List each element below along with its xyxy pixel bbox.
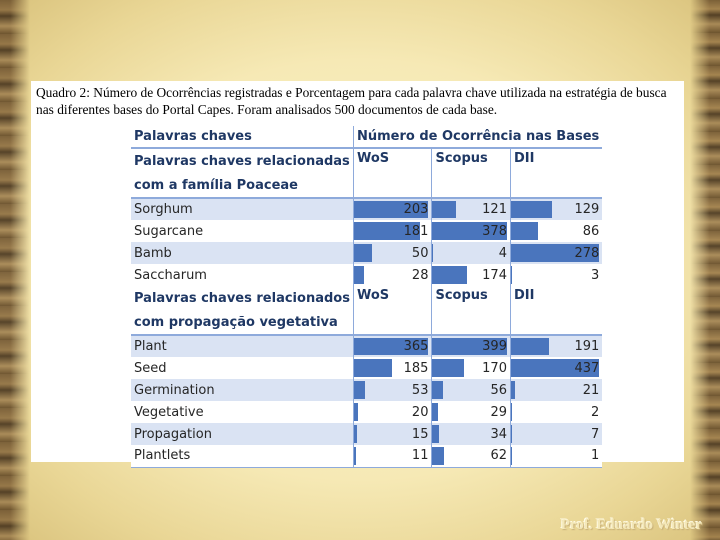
scopus-cell: [432, 379, 511, 401]
wos-cell: [353, 335, 432, 357]
wos-value: 365: [403, 339, 429, 354]
wos-data-bar: [354, 447, 356, 465]
scopus-value: 29: [490, 404, 507, 420]
header-keywords: Palavras chaves: [131, 126, 353, 148]
scopus-data-bar: [432, 381, 442, 399]
table-caption: Quadro 2: Número de Ocorrências registradas e Porcentagem para cada palavra chave utilizada na estratégia de busca nas diferentes bases do Portal Capes. Foram analisados 500 documentos de cada base.: [36, 85, 667, 117]
table-row: [131, 242, 602, 264]
wos-cell: [353, 423, 432, 445]
base-wos: WoS: [353, 148, 432, 173]
author-signature: Prof. Eduardo Winter: [560, 517, 702, 533]
dii-cell: [510, 357, 602, 379]
scopus-cell: [432, 357, 511, 379]
dii-value: 191: [574, 339, 600, 354]
dii-data-bar: [511, 381, 515, 399]
group-label-cont: [131, 310, 353, 335]
keyword-cell: Seed: [131, 357, 353, 379]
scopus-cell: [432, 242, 511, 264]
scopus-value: 34: [490, 426, 507, 442]
group-label-line1: Palavras chaves relacionados: [134, 291, 350, 306]
group-label: [131, 148, 353, 173]
dii-value: 278: [574, 245, 600, 261]
wos-data-bar: [354, 425, 357, 443]
keyword-cell: Propagation: [131, 423, 353, 445]
scopus-cell: [432, 264, 511, 286]
wos-data-bar: [354, 359, 392, 377]
dii-value: 2: [591, 404, 600, 420]
dii-cell: [510, 401, 602, 423]
group-label-line1: Palavras chaves relacionadas: [134, 154, 350, 169]
group-propagation: [131, 286, 602, 467]
wos-value: 181: [403, 223, 429, 239]
base-scopus: Scopus: [432, 148, 511, 173]
scopus-value: 170: [482, 360, 507, 376]
base-dii: DII: [513, 151, 535, 166]
scopus-value: 399: [482, 339, 507, 354]
header-occurrences: Número de Ocorrência nas Bases: [353, 126, 602, 148]
scopus-value: 4: [498, 245, 507, 261]
scopus-value: 62: [490, 448, 507, 464]
occurrence-table: [131, 126, 602, 468]
dii-value: 7: [591, 426, 600, 442]
wos-value: 50: [411, 245, 429, 261]
table-header: [131, 126, 602, 148]
wos-data-bar: [354, 403, 358, 421]
dii-data-bar: [511, 222, 538, 240]
wos-data-bar: [354, 266, 364, 284]
scopus-cell: [432, 401, 511, 423]
dii-cell: [510, 445, 602, 467]
dii-data-bar: [511, 338, 549, 355]
dii-value: 129: [574, 202, 600, 217]
group-label-cont: [131, 173, 353, 198]
table-row: [131, 357, 602, 379]
keyword-cell: Plantlets: [131, 445, 353, 467]
keyword-cell: Sugarcane: [131, 220, 353, 242]
wos-value: 11: [411, 448, 429, 464]
dii-cell: [510, 242, 602, 264]
wos-value: 28: [411, 267, 429, 283]
scopus-data-bar: [432, 244, 433, 262]
wos-cell: [353, 357, 432, 379]
group-poaceae: [131, 148, 602, 286]
dii-cell: [510, 423, 602, 445]
scopus-data-bar: [432, 359, 464, 377]
base-dii: DII: [513, 288, 535, 303]
wos-cell: [353, 220, 432, 242]
wos-value: 15: [411, 426, 429, 442]
scopus-data-bar: [432, 403, 437, 421]
dii-data-bar: [511, 201, 552, 218]
wos-value: 185: [403, 360, 429, 376]
wos-cell: [353, 198, 432, 220]
dii-cell: [510, 264, 602, 286]
keyword-cell: Sorghum: [131, 198, 353, 220]
table-row: [131, 335, 602, 357]
wos-value: 20: [411, 404, 429, 420]
keyword-cell: Bamb: [131, 242, 353, 264]
wos-data-bar: [354, 244, 372, 262]
scopus-data-bar: [432, 447, 444, 465]
dii-data-bar: [511, 266, 512, 284]
dii-cell: [510, 220, 602, 242]
scopus-data-bar: [432, 425, 438, 443]
scopus-data-bar: [432, 266, 466, 284]
dii-cell: [510, 335, 602, 357]
keyword-cell: Vegetative: [131, 401, 353, 423]
table-row: [131, 445, 602, 467]
scopus-value: 121: [482, 202, 507, 217]
dii-cell: [510, 198, 602, 220]
table-row: [131, 198, 602, 220]
group-label-line2: com a família Poaceae: [134, 178, 298, 193]
table-row: [131, 423, 602, 445]
burnt-edge-left: [0, 0, 30, 540]
group-label-line2: com propagação vegetativa: [134, 315, 338, 330]
dii-value: 3: [591, 267, 600, 283]
scopus-cell: [432, 445, 511, 467]
wos-cell: [353, 379, 432, 401]
dii-cell: [510, 379, 602, 401]
scopus-value: 378: [482, 223, 507, 239]
wos-value: 53: [411, 382, 429, 398]
scopus-data-bar: [432, 201, 456, 218]
wos-cell: [353, 401, 432, 423]
scopus-cell: [432, 198, 511, 220]
base-wos: WoS: [353, 286, 432, 310]
wos-data-bar: [354, 381, 365, 399]
dii-data-bar: [511, 425, 512, 443]
burnt-edge-right: [690, 0, 720, 540]
table-row: [131, 401, 602, 423]
scopus-cell: [432, 220, 511, 242]
wos-cell: [353, 445, 432, 467]
keyword-cell: Germination: [131, 379, 353, 401]
keyword-cell: Plant: [131, 335, 353, 357]
base-scopus: Scopus: [432, 286, 511, 310]
scopus-cell: [432, 335, 511, 357]
dii-value: 437: [574, 360, 600, 376]
table-row: [131, 264, 602, 286]
wos-cell: [353, 264, 432, 286]
table-row: [131, 379, 602, 401]
scopus-value: 56: [490, 382, 507, 398]
table-row: [131, 220, 602, 242]
dii-value: 1: [591, 448, 600, 464]
wos-cell: [353, 242, 432, 264]
keyword-cell: Saccharum: [131, 264, 353, 286]
dii-value: 86: [582, 223, 600, 239]
wos-value: 203: [403, 202, 429, 217]
scopus-value: 174: [482, 267, 507, 283]
scopus-cell: [432, 423, 511, 445]
group-label: [131, 286, 353, 310]
dii-value: 21: [582, 382, 600, 398]
